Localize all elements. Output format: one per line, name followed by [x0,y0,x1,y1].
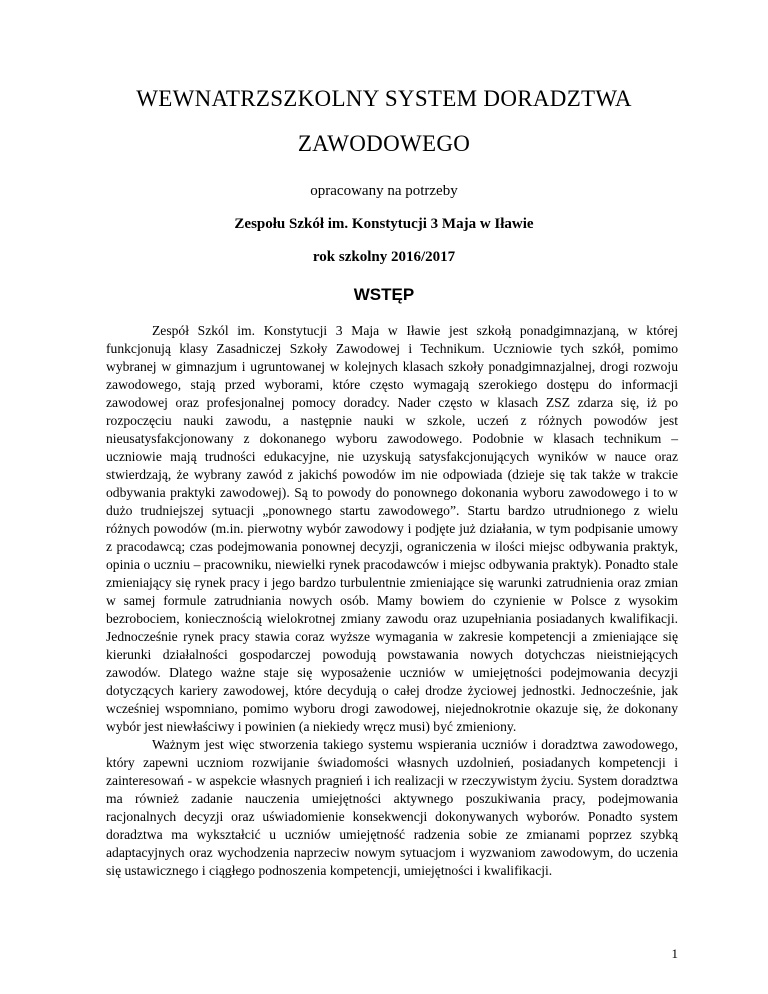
paragraph: Zespół Szkól im. Konstytucji 3 Maja w Iławie jest szkołą ponadgimnazjaną, w której funkcjonują klasy Zasadniczej Szkoły Zawodowej i Technikum. Uczniowie tych szkół, pomimo wybranej w gimnazjum i ugruntowanej w kolejnych klasach szkoły ponadgimnazjalnej, drogi rozwoju zawodowego, stają przed wyborami, które często wymagają szerokiego dostępu do informacji zawodowej oraz profesjonalnej pomocy doradcy. Nader często w klasach ZSZ zdarza się, iż po rozpoczęciu nauki zawodu, a następnie nauki w szkole, uczeń z różnych powodów jest nieusatysfakcjonowany z dokonanego wyboru zawodowego. Podobnie w klasach technikum – uczniowie mają trudności edukacyjne, nie uzyskują satysfakcjonujących wyników w nauce oraz stwierdzają, że wybrany zawód z jakichś powodów im nie odpowiada (dzieje się tak także w trakcie odbywania praktyki zawodowej). Są to powody do ponownego dokonania wyboru zawodowego i to w dużo trudniejszej sytuacji „ponownego startu zawodowego”. Startu bardzo utrudnionego z wielu różnych powodów (m.in. pierwotny wybór zawodowy i podjęte już działania, w tym podpisanie umowy z pracodawcą; czas podejmowania ponownej decyzji, ograniczenia w ilości miejsc odbywania praktyk, opinia o uczniu – pracowniku, niewielki rynek pracodawców i miejsc odbywania praktyk). Ponadto stale zmieniający się rynek pracy i jego bardzo turbulentnie zmieniające się warunki zatrudnienia oraz zmian w samej formule zatrudniania nowych osób. Mamy bowiem do czynienie w Polsce z wysokim bezrobociem, koniecznością wielokrotnej zmiany zawodu oraz uzupełniania posiadanych kwalifikacji. Jednocześnie rynek pracy stawia coraz wyższe wymagania w zakresie kompetencji a zmieniające się kierunki działalności gospodarczej powodują powstawania nowych dotychczas nieistniejących zawodów. Dlatego ważne staje się wyposażenie uczniów w umiejętności podejmowania decyzji dotyczących kariery zawodowej, które decydują o całej drodze życiowej jednostki. Jednocześnie, jak wcześniej wspomniano, pomimo wyboru drogi zawodowej, niejednokrotnie okazuje się, że dokonany wybór jest niewłaściwy i powinien (a niekiedy wręcz musi) być zmieniony. [106,323,678,734]
paragraph: Ważnym jest więc stworzenia takiego systemu wspierania uczniów i doradztwa zawodowego, który zapewni uczniom rozwijanie świadomości własnych uzdolnień, posiadanych kompetencji i zainteresowań - w aspekcie własnych pragnień i ich realizacji w rzeczywistym życiu. System doradztwa ma również zadanie nauczenia umiejętności aktywnego poszukiwania pracy, podejmowania racjonalnych decyzji oraz uświadomienie konsekwencji dokonywanych wyborów. Ponadto system doradztwa ma wykształcić u uczniów umiejętność radzenia sobie ze zmianami poprzez szybką adaptacyjnych oraz wychodzenia naprzeciw nowym sytuacjom i wyzwaniom zawodowym, do uczenia się ustawicznego i ciągłego podnoszenia kompetencji, umiejętności i kwalifikacji. [106,737,678,878]
school-year: rok szkolny 2016/2017 [312,249,456,265]
page-number: 1 [671,946,678,961]
document-title-line-1: WEWNATRZSZKOLNY SYSTEM DORADZTWA [136,86,632,111]
body-text [106,322,678,880]
section-heading: WSTĘP [353,285,415,304]
document-title-line-2: ZAWODOWEGO [297,131,471,156]
document-subtitle: opracowany na potrzeby [310,183,458,199]
school-name: Zespołu Szkół im. Konstytucji 3 Maja w Iławie [234,216,534,232]
